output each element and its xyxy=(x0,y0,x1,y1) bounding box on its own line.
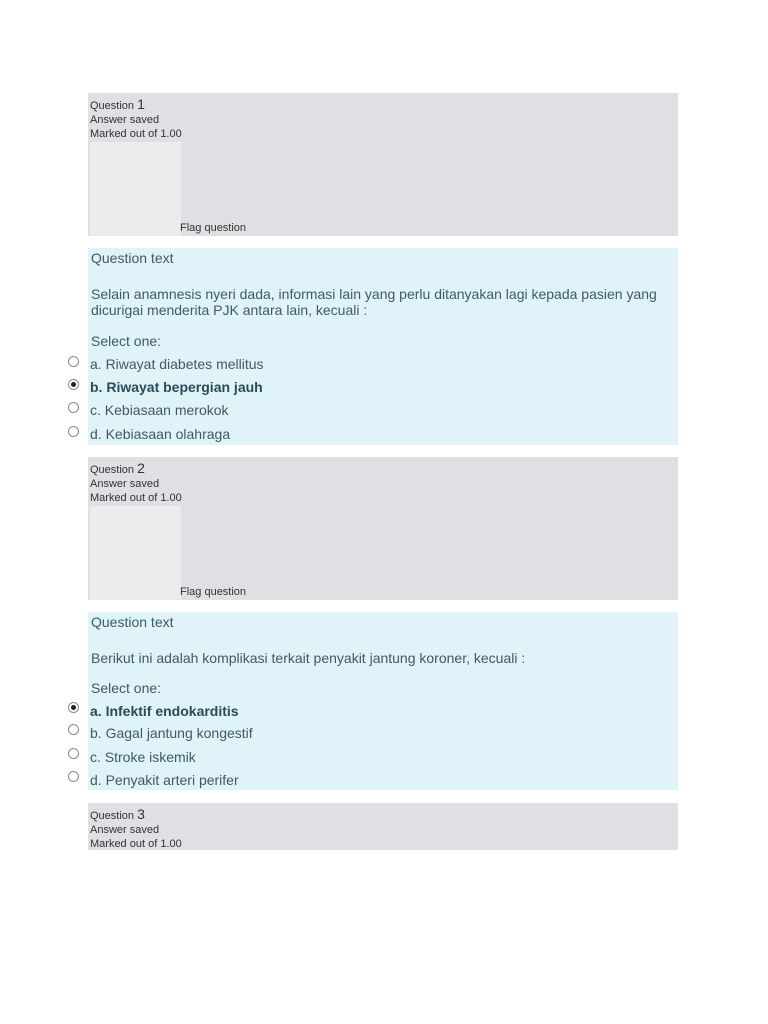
q2-answer-c[interactable] xyxy=(88,747,678,769)
q2-question-label: Question xyxy=(90,464,135,476)
q1-answer-c-label: c. Kebiasaan merokok xyxy=(90,402,229,418)
q1-grade: Marked out of 1.00 xyxy=(90,128,182,140)
q1-answer-a-label: a. Riwayat diabetes mellitus xyxy=(90,356,264,372)
q1-radio-c[interactable] xyxy=(68,402,79,413)
q2-answer-a-label: a. Infektif endokarditis xyxy=(90,703,239,719)
q1-answer-c[interactable] xyxy=(88,400,678,422)
q2-flag-question-link[interactable]: Flag question xyxy=(180,586,247,598)
q1-answer-d[interactable] xyxy=(88,424,678,446)
q1-info-panel xyxy=(88,93,678,236)
q1-select-prompt: Select one: xyxy=(91,333,162,349)
q1-flag-thumbnail xyxy=(90,142,181,236)
q1-answer-a[interactable] xyxy=(88,354,678,376)
q1-question-label: Question xyxy=(90,100,135,112)
q2-answer-b-label: b. Gagal jantung kongestif xyxy=(90,725,253,741)
q2-answer-c-label: c. Stroke iskemik xyxy=(90,749,196,765)
q1-radio-a[interactable] xyxy=(68,356,79,367)
q2-content-panel xyxy=(88,612,678,790)
q2-question-heading: Question text xyxy=(91,614,174,630)
q2-grade: Marked out of 1.00 xyxy=(90,492,182,504)
q1-answer-d-label: d. Kebiasaan olahraga xyxy=(90,426,231,442)
q2-select-prompt: Select one: xyxy=(91,680,162,696)
q1-state: Answer saved xyxy=(90,114,160,126)
q3-info-panel xyxy=(88,803,678,850)
q2-radio-b[interactable] xyxy=(68,724,79,735)
q2-radio-d[interactable] xyxy=(68,771,79,782)
q2-answer-a[interactable] xyxy=(88,701,678,723)
q1-radio-d[interactable] xyxy=(68,426,79,437)
q1-question-heading: Question text xyxy=(91,250,174,266)
q3-question-label: Question xyxy=(90,810,135,822)
q1-number xyxy=(90,96,145,112)
q2-number-value: 2 xyxy=(137,460,145,476)
q2-state: Answer saved xyxy=(90,478,160,490)
q1-answer-b[interactable] xyxy=(88,377,678,399)
q2-radio-a[interactable] xyxy=(68,702,79,713)
q2-answer-d-label: d. Penyakit arteri perifer xyxy=(90,772,239,788)
q1-question-text: Selain anamnesis nyeri dada, informasi lain yang perlu ditanyakan lagi kepada pasien yang dicurigai menderita PJK antara lain, kecuali : xyxy=(91,286,657,318)
q2-info-panel xyxy=(88,457,678,600)
q2-answer-b[interactable] xyxy=(88,723,678,745)
q2-question-text: Berikut ini adalah komplikasi terkait penyakit jantung koroner, kecuali : xyxy=(91,650,526,666)
q3-state: Answer saved xyxy=(90,824,160,836)
q1-answer-b-label: b. Riwayat bepergian jauh xyxy=(90,379,263,395)
q1-flag-question-link[interactable]: Flag question xyxy=(180,222,247,234)
q2-radio-c[interactable] xyxy=(68,748,79,759)
q3-number-value: 3 xyxy=(137,806,145,822)
q1-radio-b[interactable] xyxy=(68,379,79,390)
q3-number xyxy=(90,806,145,822)
q2-number xyxy=(90,460,145,476)
q2-answer-d[interactable] xyxy=(88,770,678,792)
q1-content-panel xyxy=(88,248,678,445)
q3-grade: Marked out of 1.00 xyxy=(90,838,182,850)
q1-number-value: 1 xyxy=(137,96,145,112)
q2-flag-thumbnail xyxy=(90,506,181,600)
